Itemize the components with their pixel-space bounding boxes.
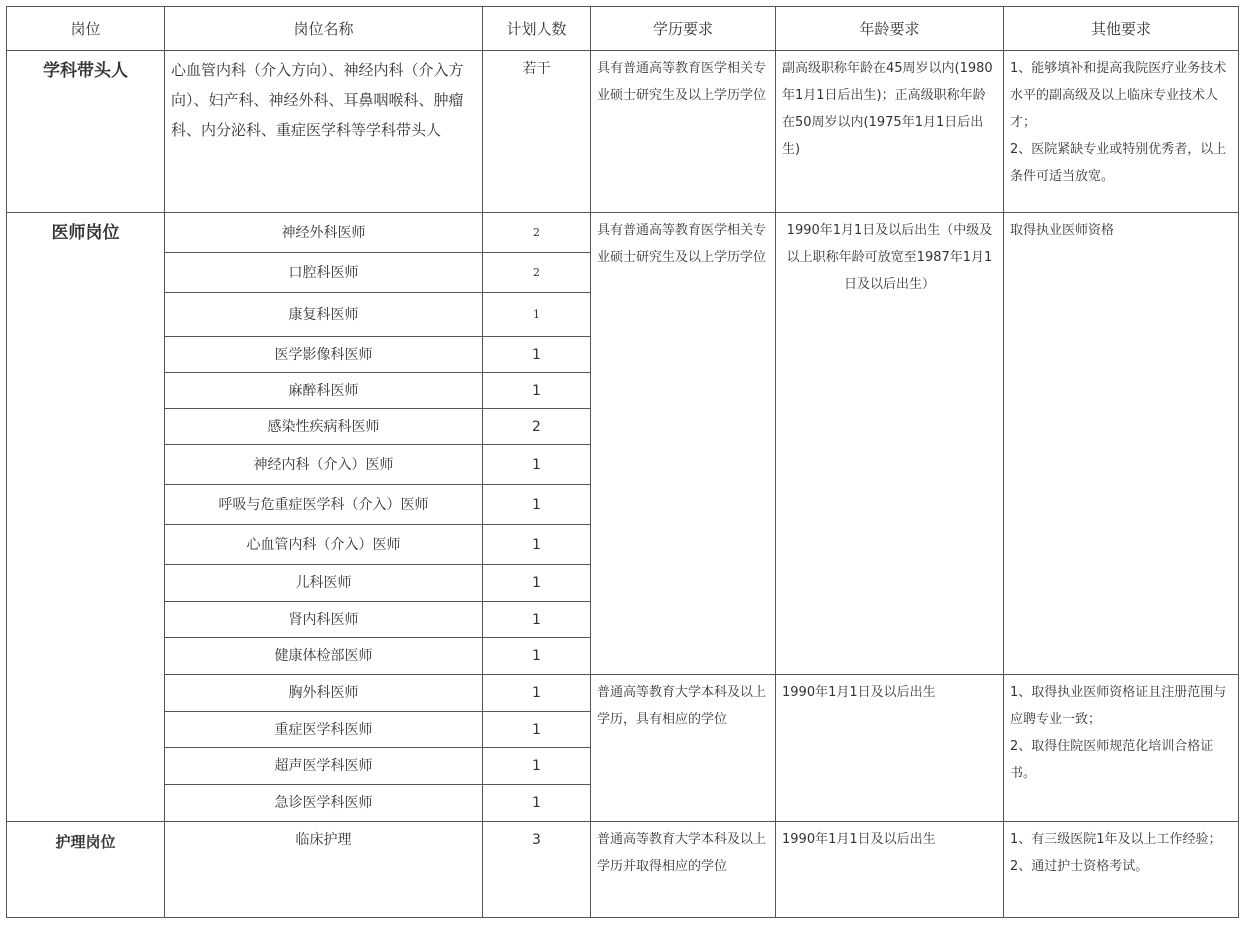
doctor-count-15: 1 <box>483 785 591 822</box>
table-row <box>7 213 1239 253</box>
nurse-age: 1990年1月1日及以后出生 <box>776 822 1004 918</box>
doctor-name-3: 医学影像科医师 <box>165 337 483 373</box>
lead-other-2: 2、医院紧缺专业或特别优秀者，以上条件可适当放宽。 <box>1010 142 1227 184</box>
doctor-name-0: 神经外科医师 <box>165 213 483 253</box>
doctor-name-1: 口腔科医师 <box>165 253 483 293</box>
table-row <box>7 675 1239 712</box>
header-other: 其他要求 <box>1004 7 1239 51</box>
doctor-count-2: 1 <box>483 293 591 337</box>
nurse-other <box>1004 822 1239 918</box>
doctor-name-8: 心血管内科（介入）医师 <box>165 525 483 565</box>
nurse-other-2: 2、通过护士资格考试。 <box>1010 859 1149 874</box>
doctor-count-6: 1 <box>483 445 591 485</box>
doctor-b-age: 1990年1月1日及以后出生 <box>776 675 1004 822</box>
doctor-count-7: 1 <box>483 485 591 525</box>
nurse-other-1: 1、有三级医院1年及以上工作经验； <box>1010 832 1222 847</box>
lead-other <box>1004 51 1239 213</box>
doctor-b-other <box>1004 675 1239 822</box>
doctor-a-age: 1990年1月1日及以后出生（中级及以上职称年龄可放宽至1987年1月1日及以后出生） <box>776 213 1004 675</box>
doctor-count-1: 2 <box>483 253 591 293</box>
doctor-count-8: 1 <box>483 525 591 565</box>
lead-age: 副高级职称年龄在45周岁以内(1980年1月1日后出生)；正高级职称年龄在50周岁以内(1975年1月1日后出生) <box>776 51 1004 213</box>
lead-count: 若干 <box>483 51 591 213</box>
doctor-name-9: 儿科医师 <box>165 565 483 602</box>
lead-position-name: 心血管内科（介入方向）、神经内科（介入方向）、妇产科、神经外科、耳鼻咽喉科、肿瘤科、内分泌科、重症医学科等学科带头人 <box>165 51 483 213</box>
nurse-position-name: 临床护理 <box>165 822 483 918</box>
doctor-count-10: 1 <box>483 602 591 638</box>
doctor-name-11: 健康体检部医师 <box>165 638 483 675</box>
table-row-lead <box>7 51 1239 213</box>
lead-education: 具有普通高等教育医学相关专业硕士研究生及以上学历学位 <box>591 51 776 213</box>
doctor-count-12: 1 <box>483 675 591 712</box>
doctor-count-4: 1 <box>483 373 591 409</box>
doctor-name-15: 急诊医学科医师 <box>165 785 483 822</box>
doctor-b-other-1: 1、取得执业医师资格证且注册范围与应聘专业一致； <box>1010 685 1227 727</box>
recruitment-table <box>6 6 1239 918</box>
doctor-count-14: 1 <box>483 748 591 785</box>
header-education: 学历要求 <box>591 7 776 51</box>
doctor-name-6: 神经内科（介入）医师 <box>165 445 483 485</box>
header-position: 岗位 <box>7 7 165 51</box>
doctor-name-7: 呼吸与危重症医学科（介入）医师 <box>165 485 483 525</box>
doctor-a-other: 取得执业医师资格 <box>1004 213 1239 675</box>
doctor-name-10: 肾内科医师 <box>165 602 483 638</box>
header-row <box>7 7 1239 51</box>
doctor-count-9: 1 <box>483 565 591 602</box>
doctor-name-12: 胸外科医师 <box>165 675 483 712</box>
lead-other-1: 1、能够填补和提高我院医疗业务技术水平的副高级及以上临床专业技术人才； <box>1010 61 1227 130</box>
header-age: 年龄要求 <box>776 7 1004 51</box>
category-nurse: 护理岗位 <box>7 822 165 918</box>
doctor-a-education: 具有普通高等教育医学相关专业硕士研究生及以上学历学位 <box>591 213 776 675</box>
doctor-b-other-2: 2、取得住院医师规范化培训合格证书。 <box>1010 739 1214 781</box>
doctor-count-5: 2 <box>483 409 591 445</box>
header-position-name: 岗位名称 <box>165 7 483 51</box>
doctor-count-3: 1 <box>483 337 591 373</box>
category-lead: 学科带头人 <box>7 51 165 213</box>
doctor-count-0: 2 <box>483 213 591 253</box>
nurse-education: 普通高等教育大学本科及以上学历并取得相应的学位 <box>591 822 776 918</box>
doctor-name-4: 麻醉科医师 <box>165 373 483 409</box>
table-row-nurse <box>7 822 1239 918</box>
doctor-b-education: 普通高等教育大学本科及以上学历，具有相应的学位 <box>591 675 776 822</box>
nurse-count: 3 <box>483 822 591 918</box>
header-planned-count: 计划人数 <box>483 7 591 51</box>
doctor-name-5: 感染性疾病科医师 <box>165 409 483 445</box>
doctor-count-13: 1 <box>483 712 591 748</box>
doctor-name-13: 重症医学科医师 <box>165 712 483 748</box>
doctor-name-14: 超声医学科医师 <box>165 748 483 785</box>
doctor-name-2: 康复科医师 <box>165 293 483 337</box>
category-doctor: 医师岗位 <box>7 213 165 822</box>
doctor-count-11: 1 <box>483 638 591 675</box>
